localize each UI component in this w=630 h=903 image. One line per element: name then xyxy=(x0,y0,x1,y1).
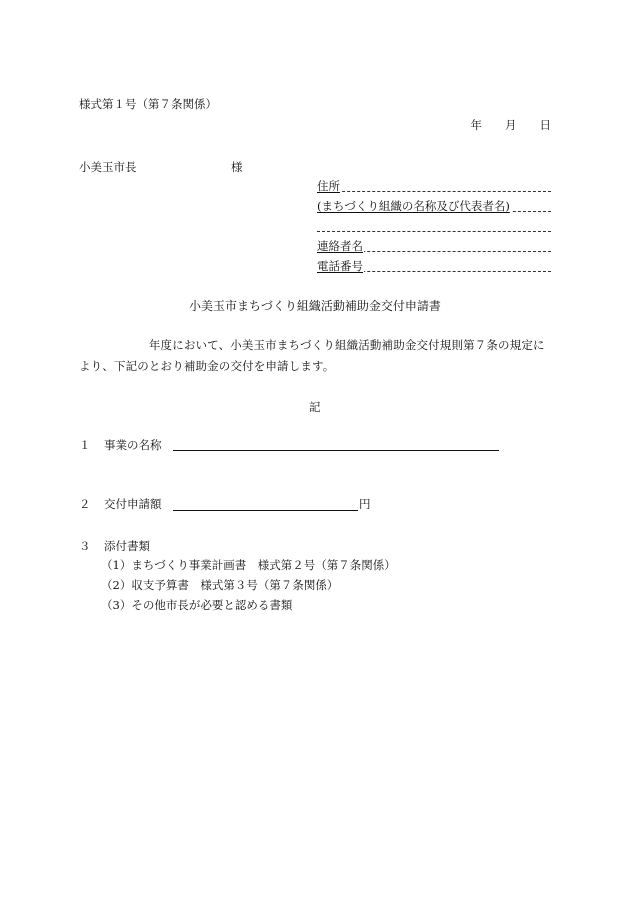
amount-input-line[interactable] xyxy=(173,510,358,511)
body-paragraph: 年度において、小美玉市まちづくり組織活動補助金交付規則第７条の規定により、下記のとおり補助金の交付を申請します。 xyxy=(79,338,545,373)
contact-name-field[interactable] xyxy=(317,239,551,253)
item-2-number: ２ xyxy=(79,497,91,511)
item-2-label: 交付申請額 xyxy=(104,497,162,511)
address-field[interactable] xyxy=(317,179,551,193)
attachment-3: （3）その他市長が必要と認める書類 xyxy=(101,598,293,612)
form-number: 様式第１号（第７条関係） xyxy=(79,97,217,111)
attachment-2: （2）収支予算書 様式第３号（第７条関係） xyxy=(101,578,339,592)
item-3-label: 添付書類 xyxy=(104,539,150,553)
ki-marker: 記 xyxy=(309,400,321,414)
org-name-field[interactable] xyxy=(317,199,551,213)
attachment-1: （1）まちづくり事業計画書 様式第２号（第７条関係） xyxy=(101,558,396,572)
project-name-input-line[interactable] xyxy=(173,450,499,451)
org-name-field-line2[interactable] xyxy=(317,219,551,233)
item-3-number: ３ xyxy=(79,539,91,553)
phone-label: 電話番号 xyxy=(317,259,363,273)
yen-unit: 円 xyxy=(359,497,371,511)
address-label: 住所 xyxy=(317,179,340,193)
item-1-number: １ xyxy=(79,438,91,452)
item-1-label: 事業の名称 xyxy=(104,438,162,452)
phone-field[interactable] xyxy=(317,259,551,273)
contact-name-label: 連絡者名 xyxy=(317,239,363,253)
org-name-label: (まちづくり組織の名称及び代表者名) xyxy=(317,199,510,213)
date-line: 年 月 日 xyxy=(470,118,551,132)
honorific: 様 xyxy=(231,160,243,174)
document-title: 小美玉市まちづくり組織活動補助金交付申請書 xyxy=(189,299,441,313)
addressee: 小美玉市長 xyxy=(79,160,137,174)
